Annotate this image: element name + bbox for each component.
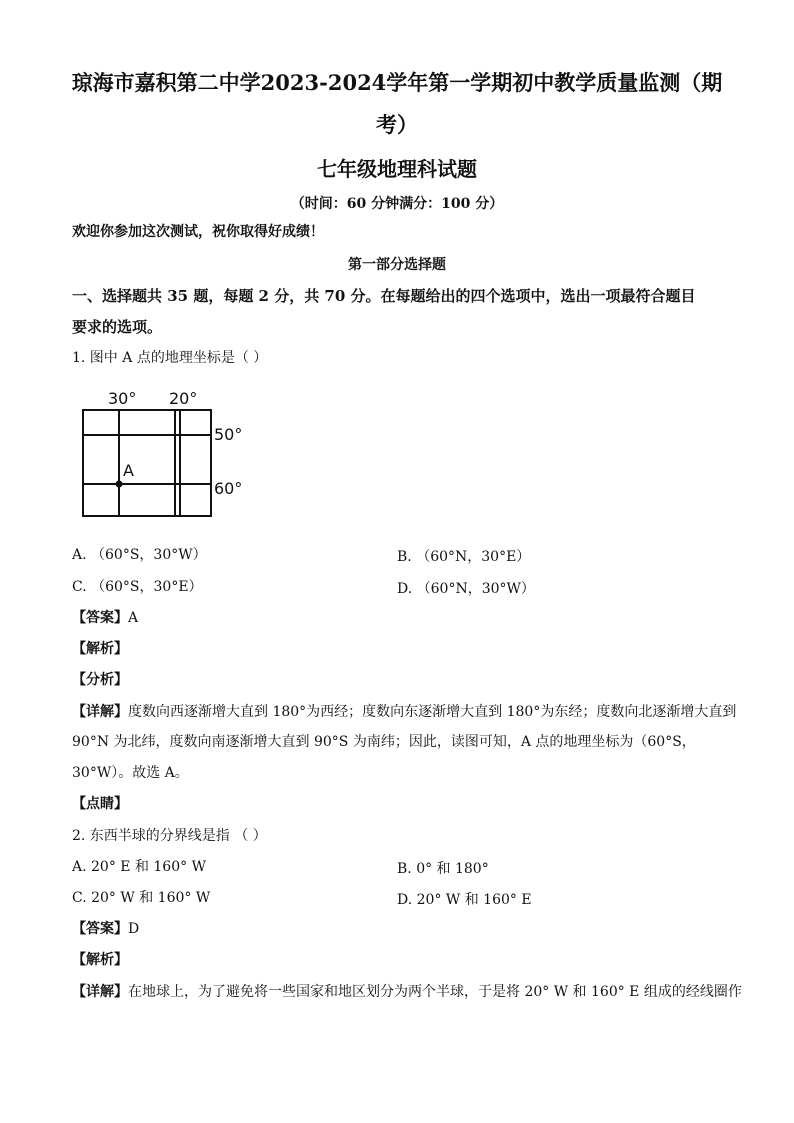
q1-stem: 1. 图中 A 点的地理坐标是（ ）	[72, 350, 268, 366]
exam-subtitle: 七年级地理科试题	[317, 157, 477, 181]
q2-answer	[72, 920, 139, 938]
q1-analysis-tag: 【解析】	[72, 641, 128, 657]
q1-answer	[72, 609, 138, 627]
q1-answer-tag: 【答案】	[72, 610, 128, 626]
section-title: 第一部分选择题	[348, 257, 446, 273]
exam-title-line2: 考）	[376, 112, 418, 137]
q1-detail-line2: 90°N 为北纬，度数向南逐渐增大直到 90°S 为南纬；因此，读图可知，A 点的地理坐标为（60°S，	[72, 734, 696, 750]
q2-analysis-tag: 【解析】	[72, 952, 128, 968]
grid-frame	[83, 410, 211, 516]
q1-comment-tag: 【点睛】	[72, 796, 128, 812]
exam-title-line1: 琼海市嘉积第二中学2023-2024学年第一学期初中教学质量监测（期	[71, 70, 723, 95]
exam-time-info: （时间：60 分钟满分：100 分）	[290, 196, 504, 212]
point-a-label: A	[123, 461, 134, 480]
grid-right-label-60: 60°	[214, 479, 243, 498]
grid-top-label-30: 30°	[108, 389, 137, 408]
q2-answer-value: D	[128, 921, 140, 937]
q1-detail-line1	[72, 703, 736, 721]
q2-answer-tag: 【答案】	[72, 921, 128, 937]
q1-answer-value: A	[128, 610, 139, 626]
q2-option-a: A. 20° E 和 160° W	[72, 859, 206, 875]
q2-option-c: C. 20° W 和 160° W	[72, 890, 211, 906]
q1-option-a: A. （60°S，30°W）	[72, 547, 207, 563]
q1-option-b: B. （60°N，30°E）	[397, 549, 531, 565]
q1-detail-line3: 30°W）。故选 A。	[72, 765, 189, 781]
q2-detail-text1: 在地球上，为了避免将一些国家和地区划分为两个半球，于是将 20° W 和 160° E 组成的经线圈作	[128, 984, 742, 1000]
welcome-text: 欢迎你参加这次测试，祝你取得好成绩！	[72, 224, 324, 240]
q2-option-d: D. 20° W 和 160° E	[397, 892, 532, 908]
point-a-marker	[116, 481, 123, 488]
q2-detail-line1	[72, 983, 742, 1001]
q1-detail-tag: 【详解】	[72, 704, 128, 720]
q1-detail-text1: 度数向西逐渐增大直到 180°为西经；度数向东逐渐增大直到 180°为东经；度数向北逐渐增大直到	[128, 704, 737, 720]
q1-option-d: D. （60°N，30°W）	[397, 581, 535, 597]
instruction-line1: 一、选择题共 35 题，每题 2 分，共 70 分。在每题给出的四个选项中，选出一项最符合题目	[72, 287, 696, 305]
q1-fenxi-tag: 【分析】	[72, 672, 128, 688]
q2-stem: 2. 东西半球的分界线是指 （ ）	[72, 828, 267, 844]
grid-top-label-20: 20°	[169, 389, 198, 408]
q2-detail-tag: 【详解】	[72, 984, 128, 1000]
q1-option-c: C. （60°S，30°E）	[72, 579, 203, 595]
instruction-line2: 要求的选项。	[72, 318, 163, 336]
grid-right-label-50: 50°	[214, 425, 243, 444]
lat-lon-grid-figure	[76, 388, 256, 524]
q2-option-b: B. 0° 和 180°	[397, 861, 489, 877]
